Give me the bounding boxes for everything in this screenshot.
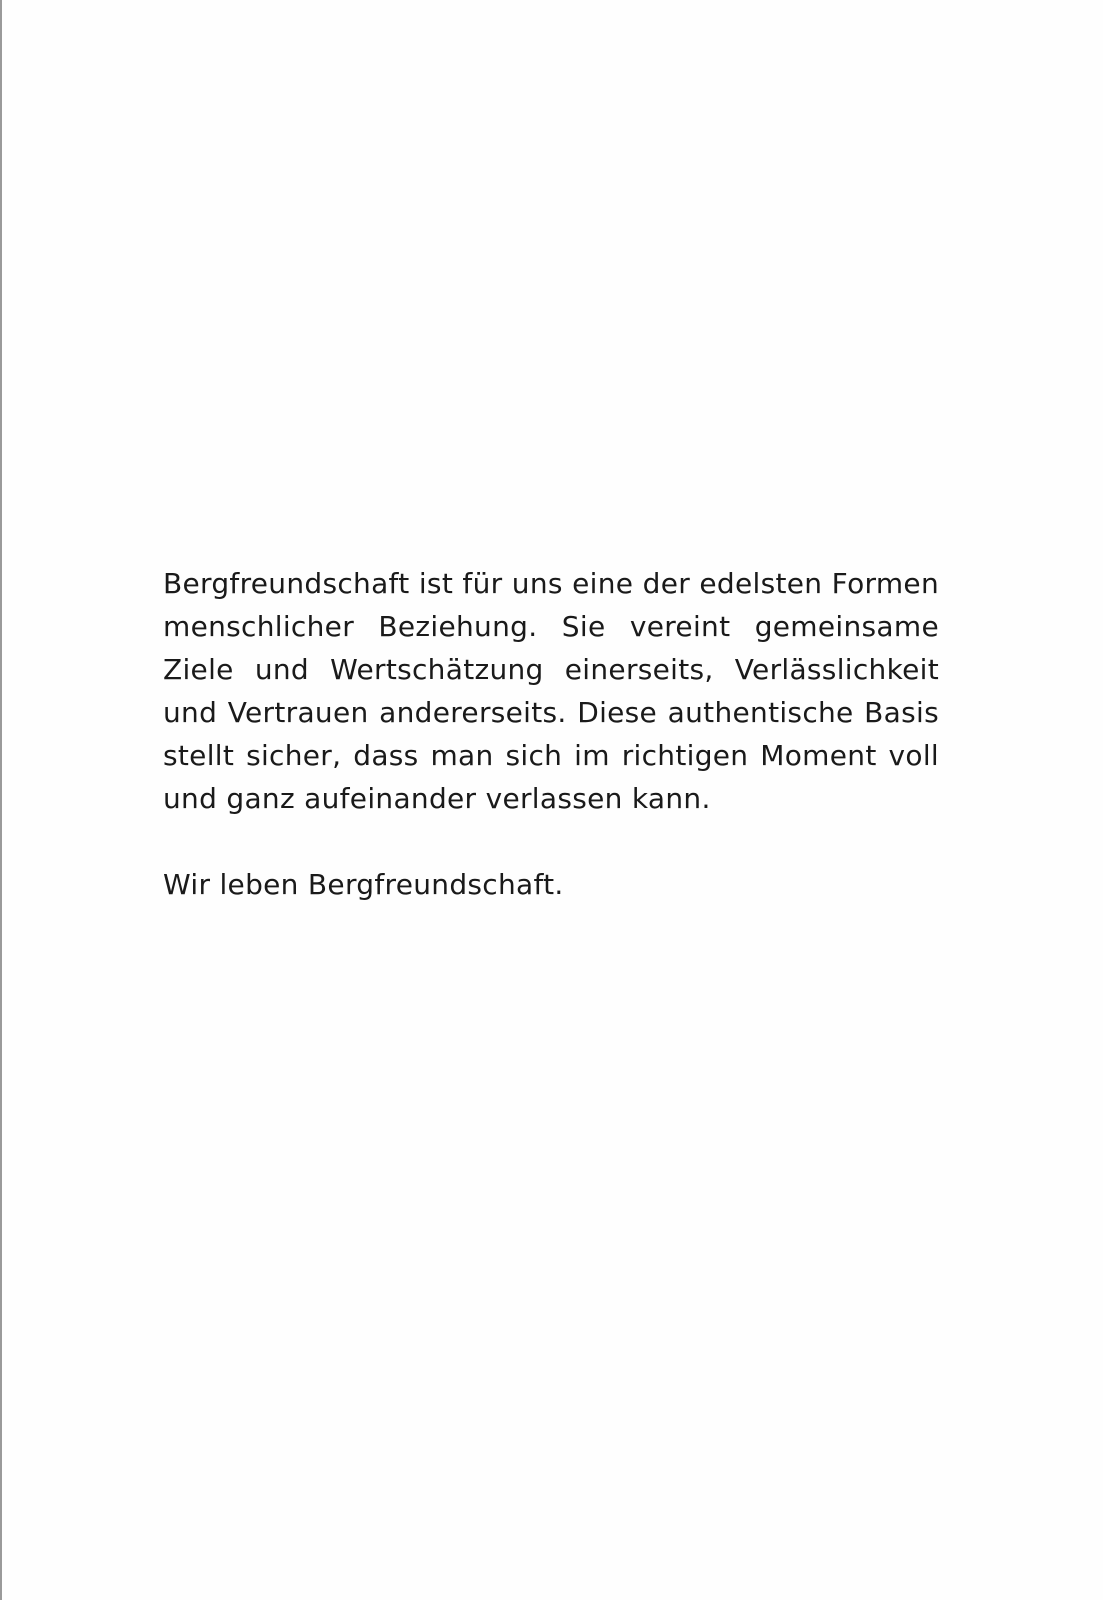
page-edge [0, 0, 2, 1600]
paragraph-line: und ganz aufeinander verlassen kann. [163, 782, 711, 815]
paragraph-line: stellt sicher, dass man sich im richtigen Moment voll [163, 739, 939, 772]
paragraph-line: Ziele und Wertschätzung einerseits, Verlässlichkeit [163, 653, 939, 686]
text-block [163, 562, 939, 906]
closing-statement: Wir leben Bergfreundschaft. [163, 868, 564, 901]
body-paragraph [163, 562, 939, 820]
paragraph-line: menschlicher Beziehung. Sie vereint gemeinsame [163, 610, 939, 643]
paragraph-line: und Vertrauen andererseits. Diese authentische Basis [163, 696, 939, 729]
paragraph-line: Bergfreundschaft ist für uns eine der edelsten Formen [163, 567, 939, 600]
